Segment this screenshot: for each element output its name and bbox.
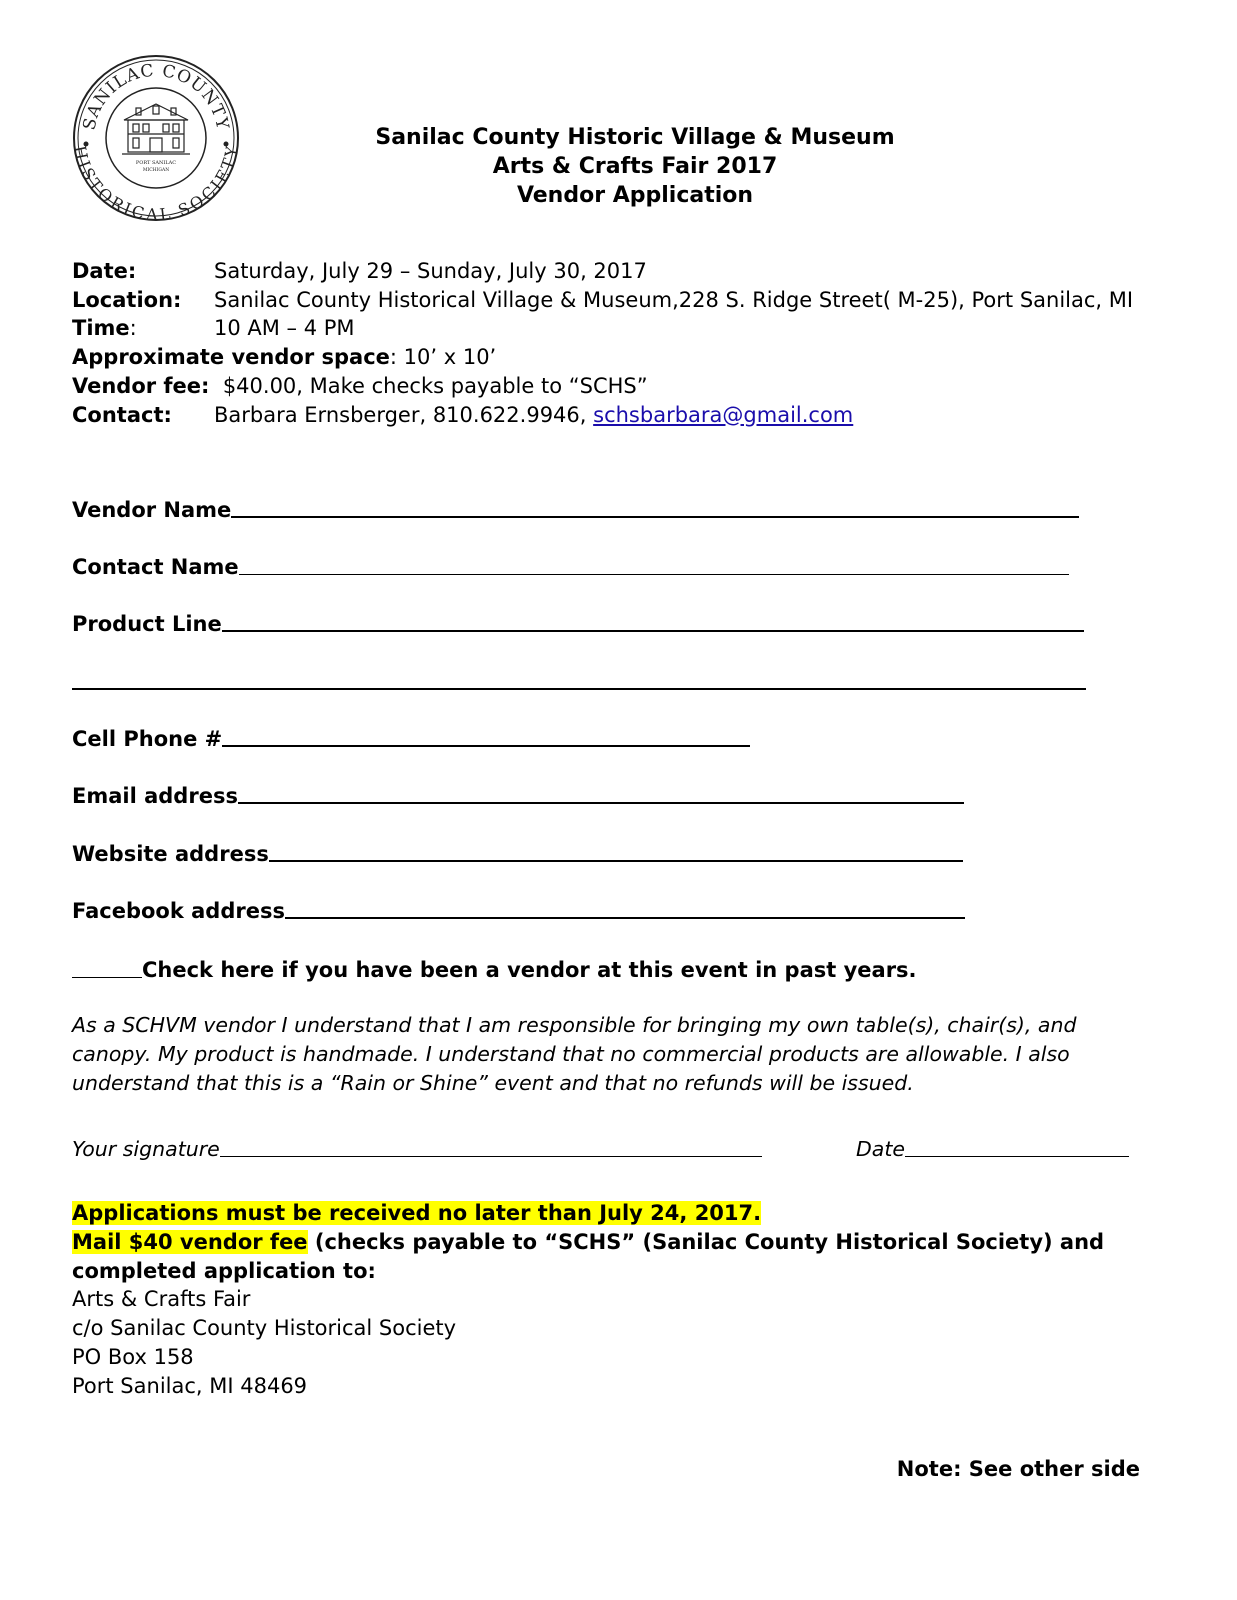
contact-name-blank[interactable] xyxy=(239,574,1069,575)
vendor-name-field[interactable] xyxy=(72,492,1079,522)
time-label: Time: xyxy=(72,316,137,341)
website-label: Website address xyxy=(72,842,269,866)
website-field[interactable] xyxy=(72,836,963,866)
svg-text:HISTORICAL SOCIETY: HISTORICAL SOCIETY xyxy=(72,143,240,222)
product-line-continued-blank[interactable] xyxy=(72,688,1086,690)
product-line-field[interactable] xyxy=(72,606,1084,636)
cell-phone-blank[interactable] xyxy=(222,745,750,747)
website-blank[interactable] xyxy=(269,860,963,862)
mailing-address xyxy=(72,1285,1172,1400)
info-fee xyxy=(72,372,1133,401)
signature-date-field[interactable] xyxy=(856,1131,1129,1161)
title-organization: Sanilac County Historic Village & Museum xyxy=(375,125,895,150)
info-location xyxy=(72,286,1133,315)
title-event: Arts & Crafts Fair 2017 xyxy=(492,154,778,179)
fee-value: $40.00, Make checks payable to “SCHS” xyxy=(222,373,648,398)
vendor-name-blank[interactable] xyxy=(231,516,1079,518)
address-line: c/o Sanilac County Historical Society xyxy=(72,1316,457,1341)
svg-text:MICHIGAN: MICHIGAN xyxy=(142,168,170,173)
svg-text:PORT SANILAC: PORT SANILAC xyxy=(135,160,177,166)
signature-date-blank[interactable] xyxy=(905,1156,1129,1157)
location-label: Location: xyxy=(72,287,182,312)
vendor-name-label: Vendor Name xyxy=(72,498,232,522)
fee-label: Vendor fee: xyxy=(72,373,210,398)
date-value: Saturday, July 29 – Sunday, July 30, 2017 xyxy=(214,259,647,283)
info-time xyxy=(72,314,1133,343)
facebook-label: Facebook address xyxy=(72,899,285,923)
title-form-name: Vendor Application xyxy=(516,183,754,208)
address-line: Arts & Crafts Fair xyxy=(72,1287,251,1312)
facebook-blank[interactable] xyxy=(285,917,965,919)
past-vendor-check[interactable] xyxy=(72,952,917,982)
contact-label: Contact: xyxy=(72,402,172,427)
cell-phone-label: Cell Phone # xyxy=(72,727,223,751)
date-label: Date: xyxy=(72,259,137,283)
deadline-notice: Applications must be received no later than July 24, 2017. xyxy=(72,1201,762,1225)
fee-instructions: (checks payable to “SCHS” (Sanilac County Historical Society) and completed application to: xyxy=(72,1229,1105,1283)
product-line-continued-field[interactable] xyxy=(72,664,1086,694)
seal-icon xyxy=(72,54,240,222)
svg-text:SANILAC COUNTY: SANILAC COUNTY xyxy=(79,60,233,132)
time-value: 10 AM – 4 PM xyxy=(214,316,355,341)
event-info xyxy=(72,257,1133,429)
location-value: Sanilac County Historical Village & Museum,228 S. Ridge Street( M-25), Port Sanilac, MI xyxy=(214,287,1134,312)
address-line: Port Sanilac, MI 48469 xyxy=(72,1373,308,1398)
info-space xyxy=(72,343,1133,372)
signature-date-label: Date xyxy=(856,1137,905,1161)
past-vendor-label: Check here if you have been a vendor at this event in past years. xyxy=(142,958,917,982)
see-other-side-note: Note: See other side xyxy=(896,1457,1140,1481)
facebook-field[interactable] xyxy=(72,893,965,923)
document-title xyxy=(300,123,970,210)
email-blank[interactable] xyxy=(238,802,964,804)
product-line-blank[interactable] xyxy=(222,630,1084,632)
contact-name-field[interactable] xyxy=(72,549,1069,579)
info-date xyxy=(72,257,1133,286)
signature-field[interactable] xyxy=(72,1131,762,1161)
email-label: Email address xyxy=(72,784,238,808)
fee-highlight: Mail $40 vendor fee xyxy=(72,1229,308,1254)
contact-name-label: Contact Name xyxy=(72,555,239,579)
signature-blank[interactable] xyxy=(220,1156,762,1157)
email-field[interactable] xyxy=(72,778,964,808)
space-value: : 10’ x 10’ xyxy=(389,345,497,370)
past-vendor-checkbox[interactable] xyxy=(72,977,142,978)
space-label: Approximate vendor space xyxy=(72,345,390,370)
product-line-label: Product Line xyxy=(72,612,222,636)
vendor-agreement: As a SCHVM vendor I understand that I am responsible for bringing my own table(s), chair(s), and canopy. My product is handmade. I understand that no commercial products are allowable. I also understand that this is a “Rain or Shine” event and that no refunds will be issued. xyxy=(72,1013,1077,1095)
contact-email-link[interactable]: schsbarbara@gmail.com xyxy=(593,402,854,427)
cell-phone-field[interactable] xyxy=(72,721,750,751)
info-contact xyxy=(72,401,1133,430)
contact-value: Barbara Ernsberger, 810.622.9946, xyxy=(214,402,594,427)
signature-label: Your signature xyxy=(72,1137,220,1161)
address-line: PO Box 158 xyxy=(72,1344,194,1369)
mailing-instructions xyxy=(72,1199,1172,1401)
historical-society-logo xyxy=(72,54,240,222)
